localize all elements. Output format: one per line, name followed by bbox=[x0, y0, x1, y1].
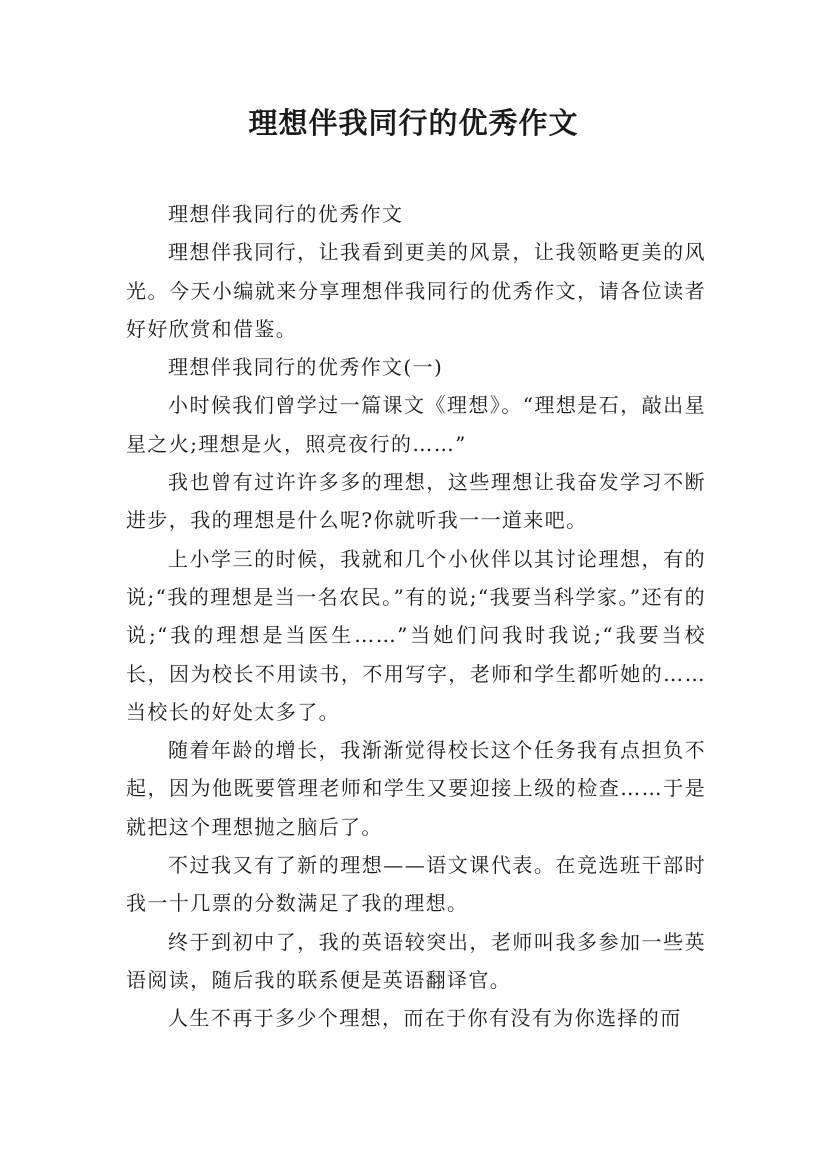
body-paragraph: 终于到初中了，我的英语较突出，老师叫我多参加一些英语阅读，随后我的联系便是英语翻译官。 bbox=[126, 929, 706, 992]
body-paragraph: 我也曾有过许许多多的理想，这些理想让我奋发学习不断进步，我的理想是什么呢?你就听我一一道来吧。 bbox=[126, 470, 706, 533]
body-paragraph: 随着年龄的增长，我渐渐觉得校长这个任务我有点担负不起，因为他既要管理老师和学生又要迎接上级的检查……于是就把这个理想抛之脑后了。 bbox=[126, 738, 706, 839]
body-paragraph: 人生不再于多少个理想，而在于你有没有为你选择的而 bbox=[168, 1006, 682, 1031]
page-title: 理想伴我同行的优秀作文 bbox=[248, 106, 579, 140]
essay-body bbox=[126, 195, 706, 1038]
body-paragraph: 上小学三的时候，我就和几个小伙伴以其讨论理想，有的说;“我的理想是当一名农民。”有的说;“我要当科学家。”还有的说;“我的理想是当医生……”当她们问我时我说;“我要当校长，因为校长不用读书，不用写字，老师和学生都听她的……当校长的好处太多了。 bbox=[126, 546, 706, 724]
essay-one-heading: 理想伴我同行的优秀作文(一) bbox=[168, 355, 444, 380]
essay-subtitle: 理想伴我同行的优秀作文 bbox=[168, 202, 404, 226]
body-paragraph: 不过我又有了新的理想——语文课代表。在竞选班干部时我一十几票的分数满足了我的理想。 bbox=[126, 853, 706, 916]
intro-paragraph: 理想伴我同行，让我看到更美的风景，让我领略更美的风光。今天小编就来分享理想伴我同行的优秀作文，请各位读者好好欣赏和借鉴。 bbox=[126, 240, 706, 341]
body-paragraph: 小时候我们曾学过一篇课文《理想》。“理想是石，敲出星星之火;理想是火，照亮夜行的……” bbox=[126, 393, 706, 456]
